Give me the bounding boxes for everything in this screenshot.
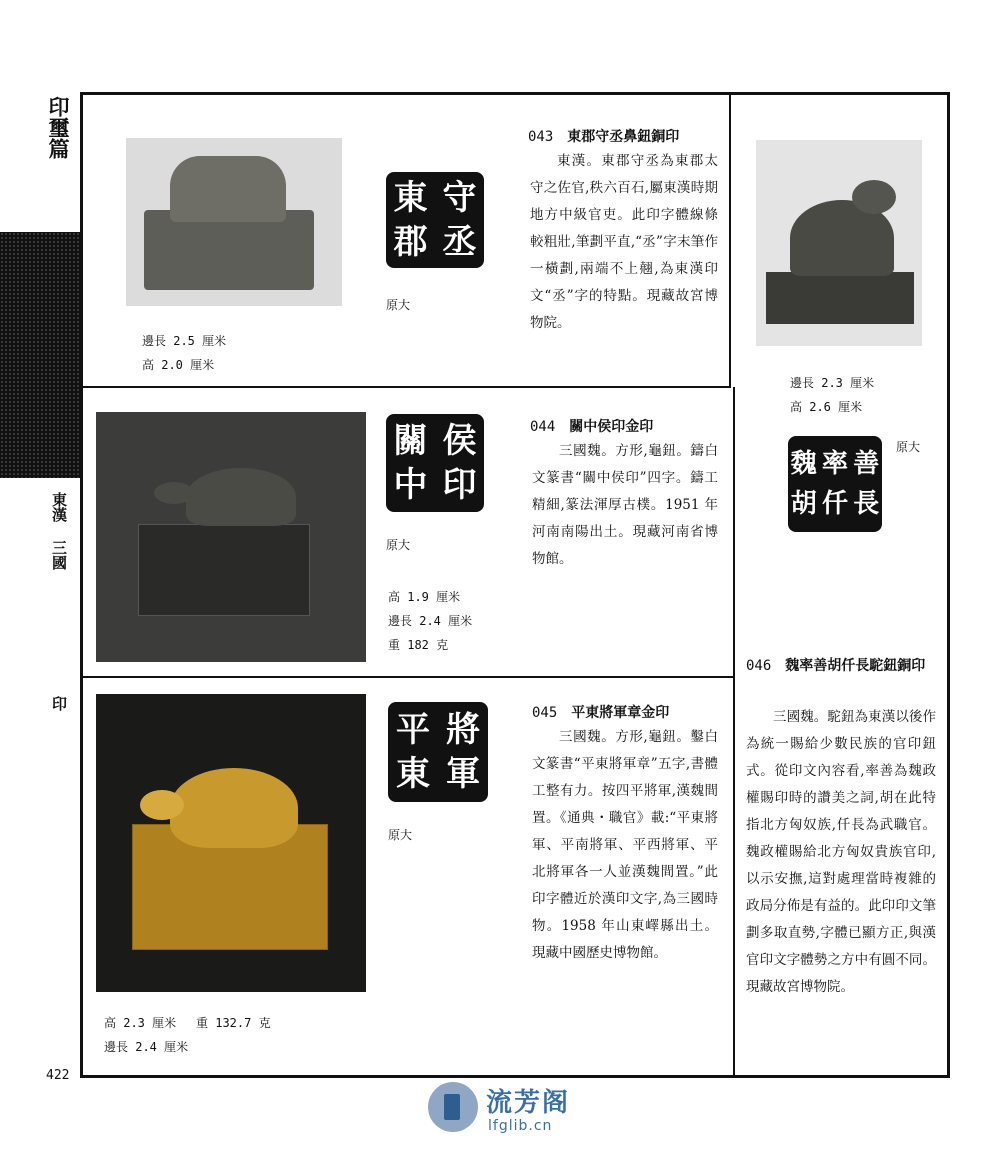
- dimension-043-side: 邊長 2.5 厘米: [142, 334, 227, 348]
- side-decoration-block: [0, 232, 82, 478]
- seal-impression-043: 東 守 郡 丞: [386, 172, 484, 268]
- divider-horizontal-2: [83, 676, 735, 678]
- item-title-046: 046 魏率善胡仟長駝鈕銅印: [746, 658, 926, 674]
- seal-impression-044: 關 侯 中 印: [386, 414, 484, 512]
- watermark-brand: 流芳阁: [486, 1088, 571, 1118]
- category-label: 印: [50, 696, 68, 711]
- photo-046-camel-seal: [756, 140, 922, 346]
- dimension-044-side: 邊長 2.4 厘米: [388, 614, 473, 628]
- page-number: 422: [46, 1068, 70, 1083]
- section-title: 印璽篇: [46, 96, 71, 159]
- seal-impression-045: 平 將 東 軍: [388, 702, 488, 802]
- dimension-043-height: 高 2.0 厘米: [142, 358, 215, 372]
- divider-vertical-bottom: [733, 387, 735, 1077]
- seal-note-045: 原大: [388, 828, 413, 842]
- divider-vertical-top: [729, 95, 731, 387]
- item-title-045: 045 平東將軍章金印: [532, 705, 670, 721]
- item-description-045: 三國魏。方形,龜鈕。鑿白文篆書“平東將軍章”五字,書體工整有力。按四平將軍,漢魏間置。《通典・職官》載:“平東將軍、平南將軍、平西將軍、平北將軍各一人並漢魏間置。”此印字體近於漢印文字,為三國時物。1958 年山東嶧縣出土。現藏中國歷史博物館。: [532, 729, 718, 961]
- dimension-045-weight: 重 132.7 克: [196, 1016, 271, 1030]
- dimension-044-weight: 重 182 克: [388, 638, 449, 652]
- era-label-2: 三國: [50, 540, 68, 570]
- photo-044-gold-turtle-seal: [96, 412, 366, 662]
- dimension-045-side: 邊長 2.4 厘米: [104, 1040, 189, 1054]
- item-description-043: 東漢。東郡守丞為東郡太守之佐官,秩六百石,屬東漢時期地方中級官吏。此印字體線條較粗壯,筆劃平直,“丞”字末筆作一橫劃,兩端不上翹,為東漢印文“丞”字的特點。現藏故宮博物院。: [530, 153, 718, 331]
- item-description-046: 三國魏。駝鈕為東漢以後作為統一賜給少數民族的官印鈕式。從印文內容看,率善為魏政權賜印時的讚美之詞,胡在此特指北方匈奴族,仟長為武職官。魏政權賜給北方匈奴貴族官印,以示安撫,這對處理當時複雜的政局分佈是有益的。此印印文筆劃多取直勢,字體已顯方正,與漢官印文字體勢之方中有圓不同。現藏故宮博物院。: [746, 709, 936, 995]
- divider-horizontal-1: [83, 386, 731, 388]
- seal-note-046: 原大: [896, 440, 921, 454]
- item-title-043: 043 東郡守丞鼻鈕銅印: [528, 129, 680, 145]
- era-label-1: 東漢: [50, 492, 68, 522]
- watermark-url: lfglib.cn: [488, 1118, 553, 1134]
- photo-043-bronze-seal: [126, 138, 342, 306]
- dimension-045-height: 高 2.3 厘米: [104, 1016, 177, 1030]
- seal-note-044: 原大: [386, 538, 411, 552]
- dimension-046-height: 高 2.6 厘米: [790, 400, 863, 414]
- item-title-044: 044 關中侯印金印: [530, 419, 654, 435]
- dimension-046-side: 邊長 2.3 厘米: [790, 376, 875, 390]
- seal-note-043: 原大: [386, 298, 411, 312]
- item-description-044: 三國魏。方形,龜鈕。鑄白文篆書“關中侯印”四字。鑄工精細,篆法渾厚古樸。1951 年河南南陽出土。現藏河南省博物館。: [532, 443, 718, 567]
- photo-045-gold-turtle-seal: [96, 694, 366, 992]
- dimension-044-height: 高 1.9 厘米: [388, 590, 461, 604]
- seal-impression-046: 魏 率 善 胡 仟 長: [788, 436, 882, 532]
- book-logo-icon: [428, 1082, 478, 1132]
